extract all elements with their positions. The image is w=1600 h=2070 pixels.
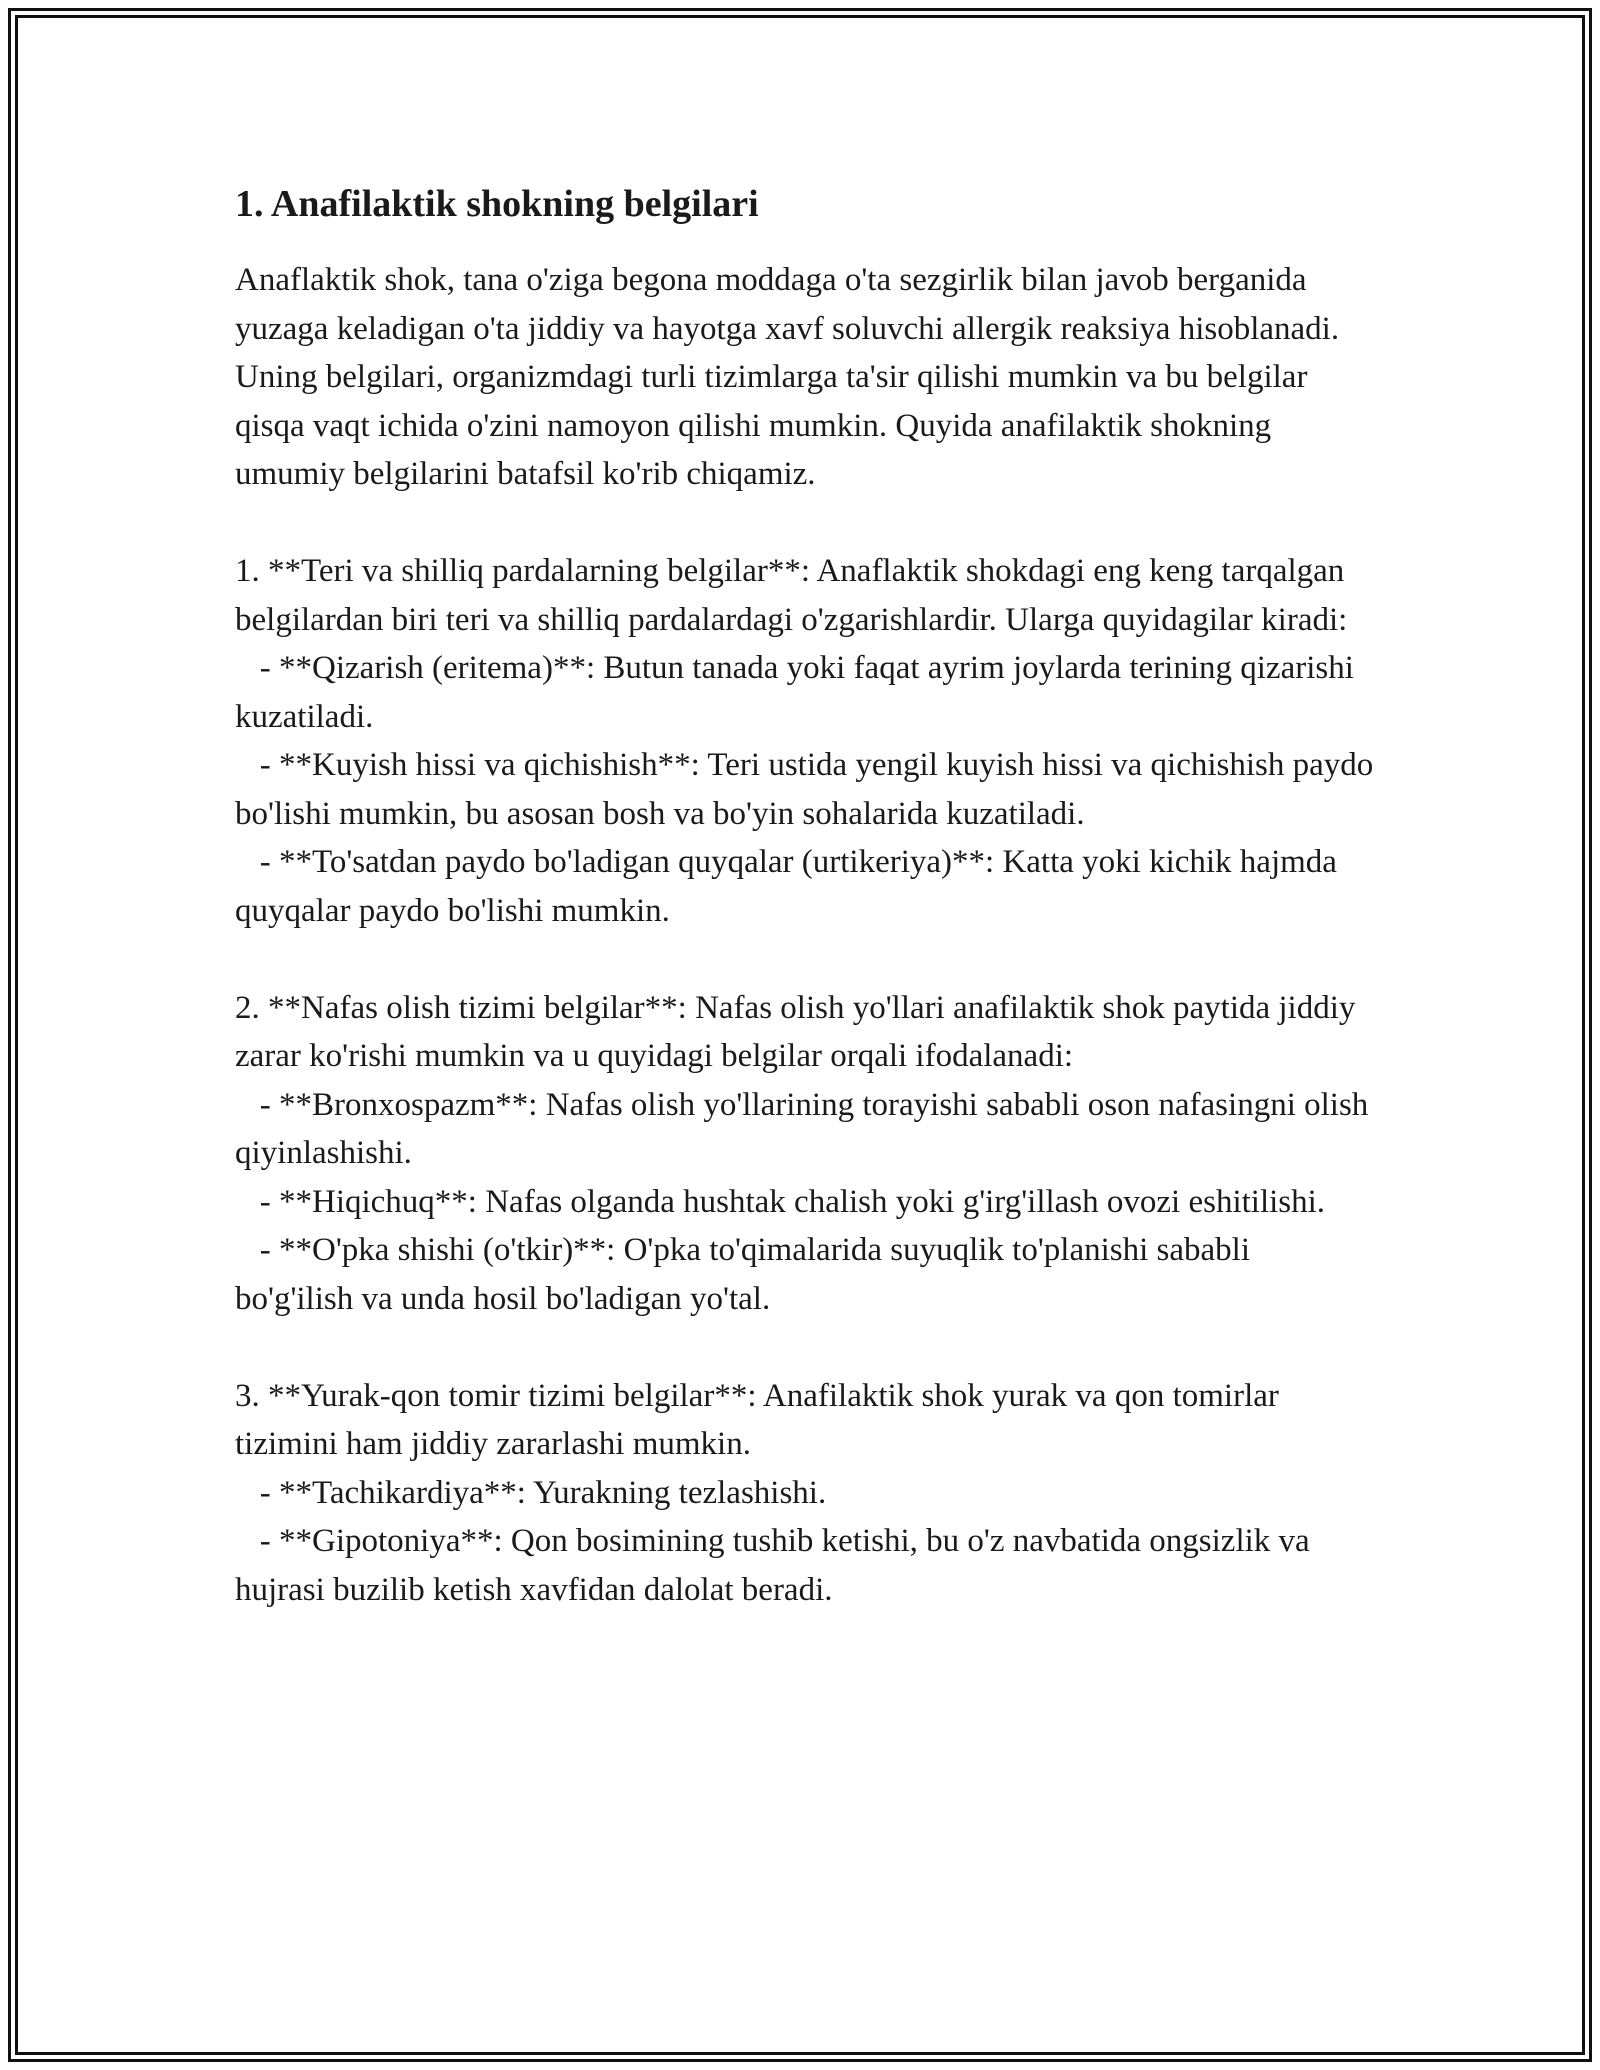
paragraph-gap: [235, 1323, 1375, 1372]
list-item: - **To'satdan paydo bo'ladigan quyqalar (urtikeriya)**: Katta yoki kichik hajmda quyqalar paydo bo'lishi mumkin.: [235, 844, 1346, 929]
section-respiratory: [235, 984, 1375, 1324]
list-item: - **O'pka shishi (o'tkir)**: O'pka to'qimalarida suyuqlik to'planishi sababli bo'g'ilish va unda hosil bo'ladigan yo'tal.: [235, 1232, 1259, 1317]
document-body: [235, 180, 1382, 1614]
section-title: 2. **Nafas olish tizimi belgilar**: Nafas olish yo'llari anafilaktik shok paytida jiddiy zarar ko'rishi mumkin va u quyidagi belgilar orqali ifodalanadi:: [235, 989, 1364, 1074]
section-title: 3. **Yurak-qon tomir tizimi belgilar**: Anafilaktik shok yurak va qon tomirlar tizimini ham jiddiy zararlashi mumkin.: [235, 1377, 1288, 1462]
paragraph-gap: [235, 935, 1375, 984]
intro-paragraph: Anaflaktik shok, tana o'ziga begona moddaga o'ta sezgirlik bilan javob berganida yuzaga keladigan o'ta jiddiy va hayotga xavf soluvchi allergik reaksiya hisoblanadi. Uning belgilari, organizmdagi turli tizimlarga ta'sir qilishi mumkin va bu belgilar qisqa vaqt ichida o'zini namoyon qilishi mumkin. Quyida anafilaktik shokning umumiy belgilarini batafsil ko'rib chiqamiz.: [235, 262, 1348, 492]
paragraph-gap: [235, 499, 1375, 548]
list-item: - **Gipotoniya**: Qon bosimining tushib ketishi, bu o'z navbatida ongsizlik va hujrasi buzilib ketish xavfidan dalolat beradi.: [235, 1523, 1318, 1608]
list-item: - **Kuyish hissi va qichishish**: Teri ustida yengil kuyish hissi va qichishish paydo bo'lishi mumkin, bu asosan bosh va bo'yin sohalarida kuzatiladi.: [235, 747, 1382, 832]
section-cardiovascular: [235, 1372, 1375, 1615]
section-skin: [235, 547, 1382, 935]
section-title: 1. **Teri va shilliq pardalarning belgilar**: Anaflaktik shokdagi eng keng tarqalgan belgilardan biri teri va shilliq pardalardagi o'zgarishlardir. Ularga quyidagilar kiradi:: [235, 553, 1353, 638]
list-item: - **Qizarish (eritema)**: Butun tanada yoki faqat ayrim joylarda terining qizarishi kuzatiladi.: [235, 650, 1363, 735]
list-item: - **Hiqichuq**: Nafas olganda hushtak chalish yoki g'irg'illash ovozi eshitilishi.: [235, 1183, 1326, 1220]
list-item: - **Bronxospazm**: Nafas olish yo'llarining torayishi sababli oson nafasingni olish qiyinlashishi.: [235, 1086, 1377, 1171]
section-heading: 1. Anafilaktik shokning belgilari: [235, 183, 759, 225]
list-item: - **Tachikardiya**: Yurakning tezlashishi.: [235, 1474, 827, 1511]
